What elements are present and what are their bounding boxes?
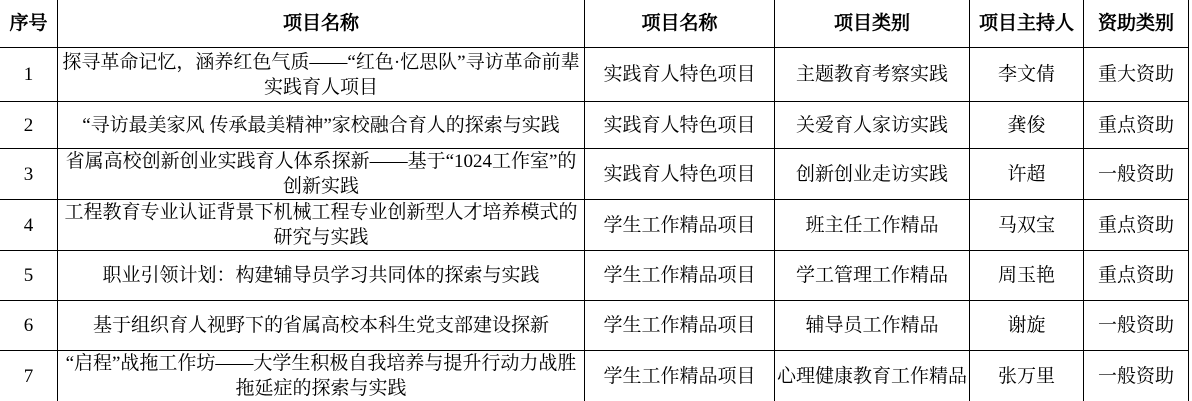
project-category-cell: 心理健康教育工作精品 — [775, 351, 970, 401]
project-leader-cell: 马双宝 — [970, 200, 1084, 251]
serial-number-cell: 7 — [0, 351, 58, 401]
funding-category-cell: 重大资助 — [1084, 48, 1189, 102]
header-project-full-name: 项目名称 — [58, 0, 585, 48]
project-name-cell: 学生工作精品项目 — [585, 251, 775, 301]
table-row — [0, 301, 1189, 351]
serial-number-cell: 5 — [0, 251, 58, 301]
project-full-name-cell: “启程”战拖工作坊——大学生积极自我培养与提升行动力战胜拖延症的探索与实践 — [58, 351, 585, 401]
header-project-category: 项目类别 — [775, 0, 970, 48]
project-leader-cell: 李文倩 — [970, 48, 1084, 102]
table-row — [0, 149, 1189, 200]
project-category-cell: 创新创业走访实践 — [775, 149, 970, 200]
funding-category-cell: 重点资助 — [1084, 102, 1189, 149]
project-leader-cell: 张万里 — [970, 351, 1084, 401]
project-category-cell: 班主任工作精品 — [775, 200, 970, 251]
header-funding-category: 资助类别 — [1084, 0, 1189, 48]
project-full-name-cell: “寻访最美家风 传承最美精神”家校融合育人的探索与实践 — [58, 102, 585, 149]
funding-category-cell: 一般资助 — [1084, 149, 1189, 200]
project-name-cell: 实践育人特色项目 — [585, 149, 775, 200]
project-name-cell: 实践育人特色项目 — [585, 48, 775, 102]
header-project-name: 项目名称 — [585, 0, 775, 48]
project-name-cell: 学生工作精品项目 — [585, 301, 775, 351]
project-full-name-cell: 探寻革命记忆，涵养红色气质——“红色·忆思队”寻访革命前辈实践育人项目 — [58, 48, 585, 102]
serial-number-cell: 1 — [0, 48, 58, 102]
funding-category-cell: 一般资助 — [1084, 301, 1189, 351]
table-row — [0, 251, 1189, 301]
header-row — [0, 0, 1189, 48]
project-category-cell: 关爱育人家访实践 — [775, 102, 970, 149]
project-name-cell: 学生工作精品项目 — [585, 351, 775, 401]
header-project-leader: 项目主持人 — [970, 0, 1084, 48]
project-leader-cell: 谢旋 — [970, 301, 1084, 351]
project-category-cell: 辅导员工作精品 — [775, 301, 970, 351]
project-name-cell: 学生工作精品项目 — [585, 200, 775, 251]
project-category-cell: 主题教育考察实践 — [775, 48, 970, 102]
table-row — [0, 351, 1189, 401]
table-row — [0, 200, 1189, 251]
project-leader-cell: 许超 — [970, 149, 1084, 200]
project-name-cell: 实践育人特色项目 — [585, 102, 775, 149]
funding-category-cell: 重点资助 — [1084, 251, 1189, 301]
header-serial-number: 序号 — [0, 0, 58, 48]
table-row — [0, 102, 1189, 149]
project-leader-cell: 龚俊 — [970, 102, 1084, 149]
table-header — [0, 0, 1189, 48]
serial-number-cell: 2 — [0, 102, 58, 149]
project-category-cell: 学工管理工作精品 — [775, 251, 970, 301]
project-full-name-cell: 工程教育专业认证背景下机械工程专业创新型人才培养模式的研究与实践 — [58, 200, 585, 251]
project-full-name-cell: 职业引领计划：构建辅导员学习共同体的探索与实践 — [58, 251, 585, 301]
table-row — [0, 48, 1189, 102]
serial-number-cell: 3 — [0, 149, 58, 200]
project-full-name-cell: 省属高校创新创业实践育人体系探新——基于“1024工作室”的创新实践 — [58, 149, 585, 200]
funding-category-cell: 一般资助 — [1084, 351, 1189, 401]
serial-number-cell: 4 — [0, 200, 58, 251]
project-full-name-cell: 基于组织育人视野下的省属高校本科生党支部建设探新 — [58, 301, 585, 351]
project-leader-cell: 周玉艳 — [970, 251, 1084, 301]
serial-number-cell: 6 — [0, 301, 58, 351]
funding-category-cell: 重点资助 — [1084, 200, 1189, 251]
table-body — [0, 48, 1189, 401]
